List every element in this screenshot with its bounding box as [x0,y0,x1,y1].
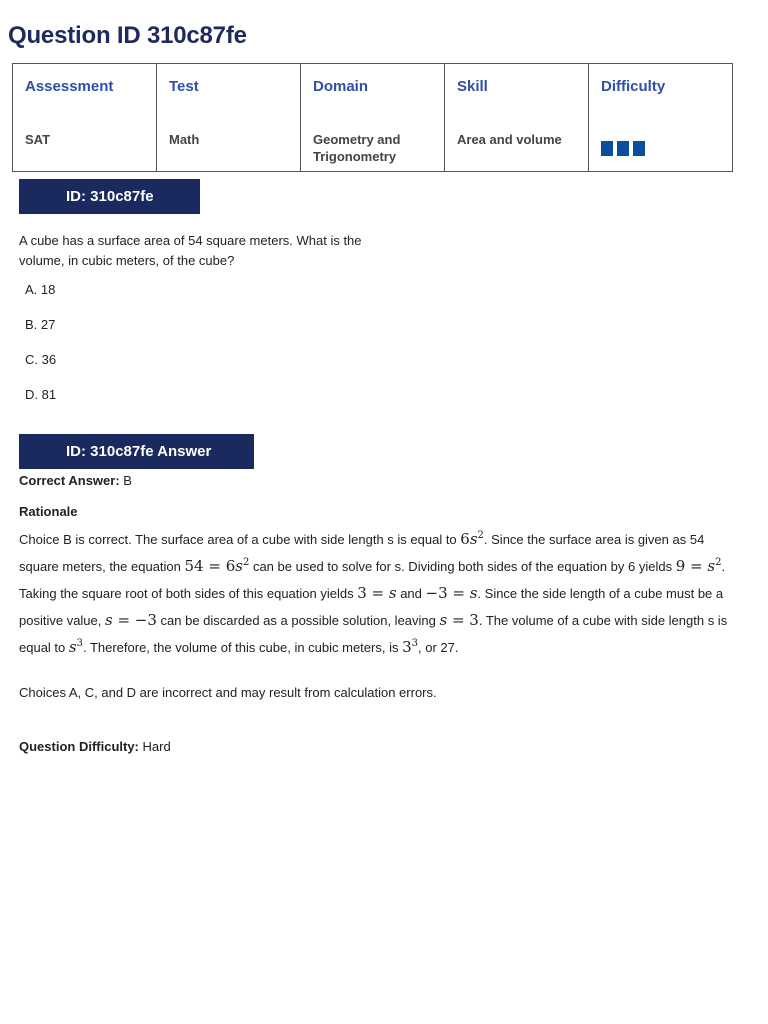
header-test: Test [157,64,301,124]
rationale-segment: . The volume of a cube with side length s is equal to [19,613,728,655]
math-expression: $9 = s^2$ [675,557,722,575]
difficulty-bar [601,141,613,156]
rationale-segment: , or 27. [418,640,459,655]
rationale-segment: . Since the surface area is given as 54 square meters, the equation [19,532,705,574]
rationale-segment: . Therefore, the volume of this cube, in cubic meters, is [82,640,403,655]
value-assessment: SAT [13,123,157,172]
question-text: A cube has a surface area of 54 square meters. What is the volume, in cubic meters, of the cube? [19,233,362,268]
value-skill: Area and volume [445,123,589,172]
incorrect-choices-note: Choices A, C, and D are incorrect and may result from calculation errors. [19,685,437,700]
question-difficulty [19,739,171,754]
question-meta-table [12,63,733,172]
math-expression: 3 = s [357,584,397,602]
correct-answer-value: B [123,473,132,488]
question-difficulty-label: Question Difficulty: [19,739,139,754]
question-id-banner: ID: 310c87fe [19,179,200,214]
value-test: Math [157,123,301,172]
header-skill: Skill [445,64,589,124]
value-difficulty [589,123,733,172]
math-expression: s = 3 [439,611,479,629]
rationale-segment: . Taking the square root of both sides of this equation yields [19,559,726,601]
rationale-segment: . Since the side length of a cube must be a positive value, [19,586,724,628]
choice-c: C. 36 [25,352,57,367]
rationale-segment: Choice B is correct. The surface area of a cube with side length s is equal to [19,532,461,547]
difficulty-bar [633,141,645,156]
correct-answer [19,473,132,488]
math-expression: $3^3$ [402,638,419,656]
rationale-segment: can be used to solve for s. Dividing both sides of the equation by 6 yields [249,559,676,574]
header-assessment: Assessment [13,64,157,124]
question-difficulty-value: Hard [142,739,171,754]
choice-d: D. 81 [25,387,57,402]
meta-value-row [13,123,733,172]
rationale-text [19,526,731,661]
difficulty-bars-icon [601,141,720,156]
math-expression: $s^3$ [68,638,83,656]
math-expression: s = −3 [105,611,157,629]
header-difficulty: Difficulty [589,64,733,124]
difficulty-bar [617,141,629,156]
value-domain: Geometry and Trigonometry [301,123,445,172]
page-title: Question ID 310c87fe [8,22,247,49]
math-expression: −3 = s [425,584,478,602]
header-domain: Domain [301,64,445,124]
correct-answer-label: Correct Answer: [19,473,120,488]
choice-b: B. 27 [25,317,56,332]
rationale-segment: can be discarded as a possible solution, leaving [156,613,440,628]
meta-header-row [13,64,733,124]
math-expression: $6s^2$ [460,530,484,548]
math-expression: $54 = 6s^2$ [184,557,250,575]
rationale-segment: and [396,586,426,601]
answer-id-banner: ID: 310c87fe Answer [19,434,254,469]
rationale-heading: Rationale [19,504,78,519]
choice-a: A. 18 [25,282,56,297]
